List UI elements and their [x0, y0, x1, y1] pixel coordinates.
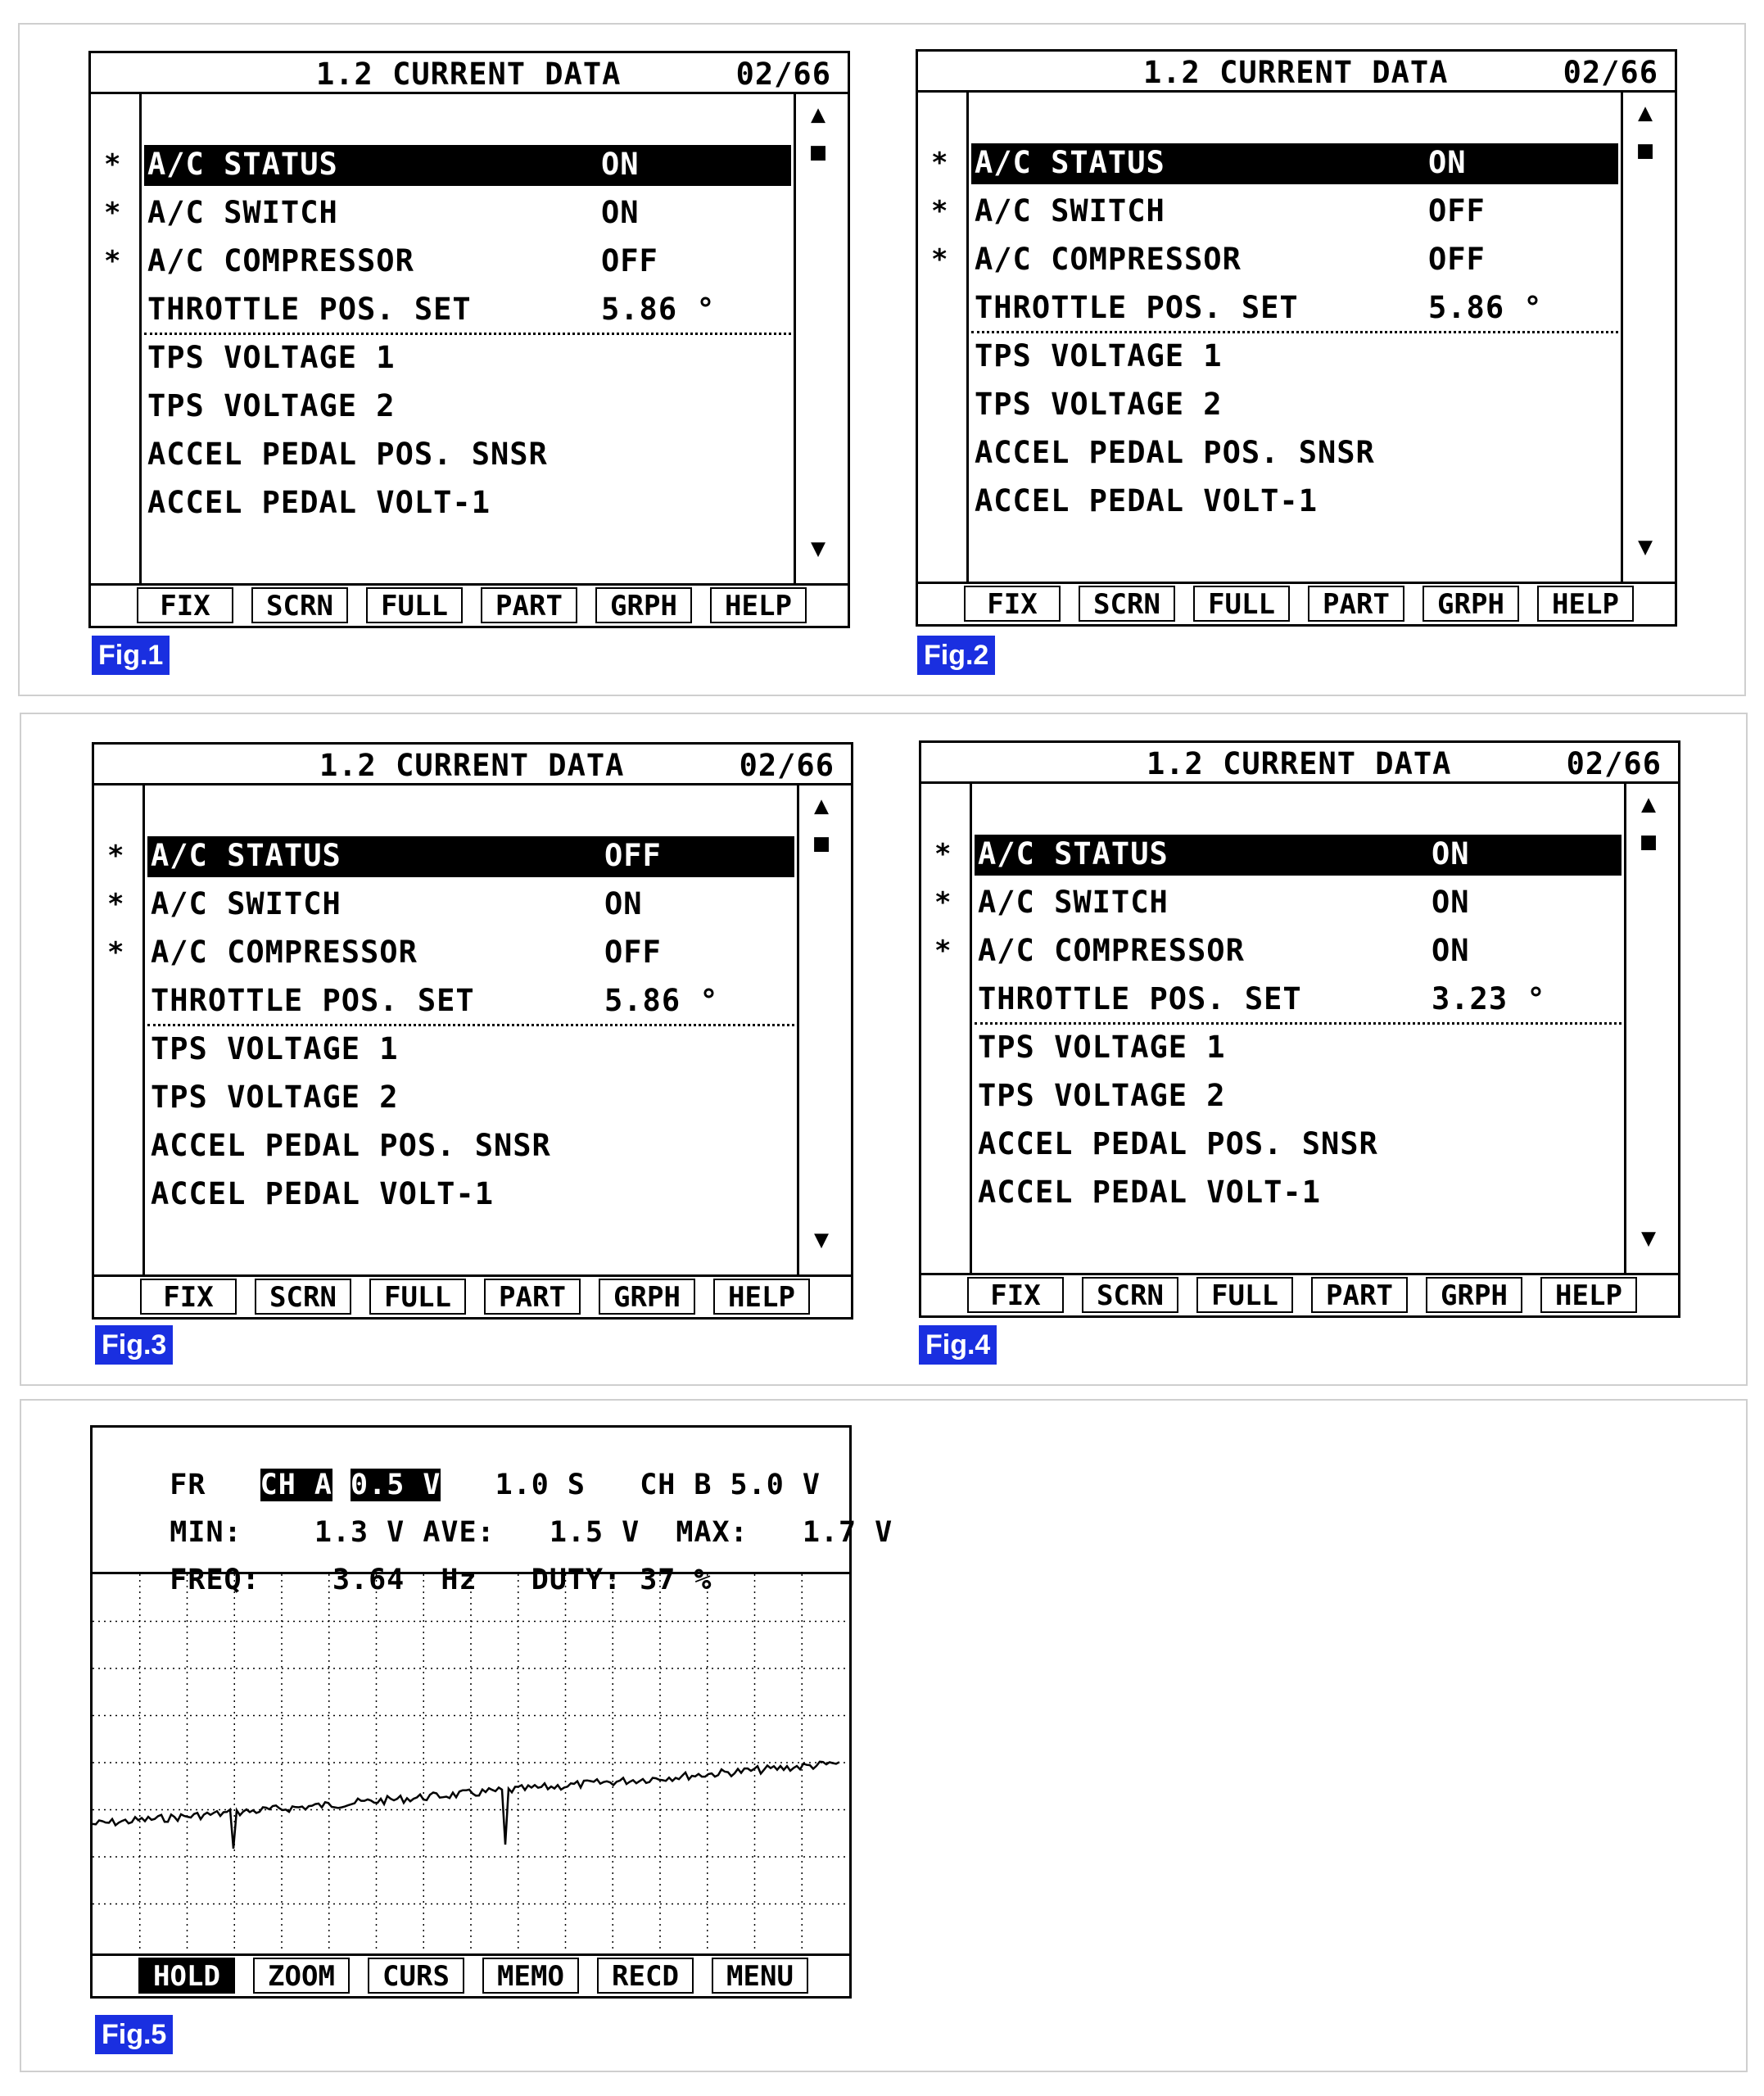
grph-button[interactable]: GRPH	[595, 587, 692, 623]
full-button[interactable]: FULL	[366, 587, 463, 623]
help-button[interactable]: HELP	[1537, 586, 1634, 622]
data-row-label: A/C STATUS	[147, 147, 338, 182]
data-row[interactable]	[975, 1076, 1622, 1117]
full-button[interactable]: FULL	[1196, 1277, 1293, 1313]
data-row[interactable]	[971, 385, 1618, 426]
data-row-label: A/C SWITCH	[147, 195, 338, 230]
data-row[interactable]	[147, 1078, 794, 1119]
data-row-label: A/C STATUS	[978, 836, 1169, 871]
data-row-label: TPS VOLTAGE 1	[147, 340, 396, 375]
fig4-tag: Fig.4	[919, 1325, 997, 1365]
scroll-up-icon[interactable]: ▲	[1638, 98, 1653, 127]
data-row[interactable]	[144, 435, 791, 476]
fixed-marker-icon: *	[931, 243, 948, 276]
data-row-value: ON	[1432, 885, 1470, 920]
data-row-value: ON	[1432, 836, 1470, 871]
data-row-label: ACCEL PEDAL POS. SNSR	[975, 435, 1375, 470]
data-row-value: ON	[1428, 145, 1467, 180]
scope-freq-label: FREQ:	[170, 1564, 260, 1596]
scope-grid	[93, 1574, 849, 1951]
screen-title-bar	[918, 52, 1675, 93]
full-button[interactable]: FULL	[1193, 586, 1290, 622]
scope-max-value: 1.7 V	[802, 1516, 893, 1549]
page-counter: 02/66	[1566, 746, 1662, 781]
data-row[interactable]	[147, 1126, 794, 1167]
data-row[interactable]	[147, 1030, 794, 1071]
fig2-tag: Fig.2	[917, 636, 995, 675]
data-row-label: ACCEL PEDAL VOLT-1	[975, 483, 1318, 518]
scope-ave-label: AVE:	[423, 1516, 495, 1549]
fixed-items-divider	[147, 1024, 794, 1026]
data-row[interactable]	[975, 1173, 1622, 1214]
data-row[interactable]	[147, 836, 794, 877]
data-row-label: TPS VOLTAGE 1	[975, 338, 1223, 373]
curs-button[interactable]: CURS	[368, 1958, 464, 1994]
memo-button[interactable]: MEMO	[482, 1958, 579, 1994]
scroll-down-icon[interactable]: ▼	[811, 534, 826, 563]
fixed-items-divider	[975, 1022, 1622, 1025]
data-row-value: 5.86 °	[604, 983, 719, 1018]
scope-button-bar	[93, 1953, 849, 1996]
fix-button[interactable]: FIX	[140, 1279, 237, 1315]
fixed-marker-icon: *	[107, 888, 124, 921]
scope-max-label: MAX:	[676, 1516, 749, 1549]
data-row[interactable]	[971, 482, 1618, 523]
scanner-screen-1	[88, 51, 850, 628]
data-row-value: ON	[1432, 933, 1470, 968]
screen-title: 1.2 CURRENT DATA	[1147, 746, 1452, 781]
data-row-value: ON	[601, 147, 640, 182]
scope-waveform-area	[93, 1572, 849, 1959]
data-row-label: TPS VOLTAGE 2	[975, 387, 1223, 422]
fixed-marker-icon: *	[104, 148, 121, 181]
scope-time-scale: 1.0 S	[495, 1469, 586, 1501]
data-row-label: TPS VOLTAGE 1	[978, 1030, 1226, 1065]
scope-duty-label: DUTY:	[531, 1564, 622, 1596]
fixed-items-divider	[971, 331, 1618, 333]
scrollbar[interactable]	[1621, 93, 1675, 582]
data-row[interactable]	[975, 835, 1622, 876]
data-row-label: ACCEL PEDAL VOLT-1	[151, 1176, 494, 1211]
scrollbar[interactable]	[794, 94, 848, 583]
function-button-bar	[921, 1273, 1678, 1315]
grph-button[interactable]: GRPH	[1423, 586, 1519, 622]
data-row-label: ACCEL PEDAL VOLT-1	[978, 1175, 1321, 1210]
data-row[interactable]	[147, 981, 794, 1022]
data-row[interactable]	[975, 883, 1622, 924]
help-button[interactable]: HELP	[1540, 1277, 1637, 1313]
function-button-bar	[94, 1274, 851, 1317]
data-row-label: THROTTLE POS. SET	[975, 290, 1299, 325]
data-row-label: TPS VOLTAGE 1	[151, 1031, 399, 1066]
fix-button[interactable]: FIX	[967, 1277, 1064, 1313]
data-row[interactable]	[144, 242, 791, 283]
full-button[interactable]: FULL	[369, 1279, 466, 1315]
help-button[interactable]: HELP	[710, 587, 807, 623]
data-row-label: THROTTLE POS. SET	[151, 983, 475, 1018]
scanner-screen-2	[916, 49, 1677, 627]
data-row-value: OFF	[601, 243, 658, 278]
data-row-label: THROTTLE POS. SET	[978, 981, 1302, 1016]
data-row-label: ACCEL PEDAL POS. SNSR	[147, 437, 548, 472]
scroll-down-icon[interactable]: ▼	[1641, 1224, 1657, 1252]
fixed-marker-icon: *	[104, 197, 121, 229]
data-row-value: OFF	[1428, 242, 1486, 277]
fig1-tag: Fig.1	[92, 636, 170, 675]
scroll-thumb-icon[interactable]: ■	[1638, 136, 1653, 165]
fig3-tag: Fig.3	[95, 1325, 173, 1365]
data-row[interactable]	[971, 192, 1618, 233]
screen-title-bar	[921, 743, 1678, 784]
page-counter: 02/66	[1563, 55, 1658, 90]
zoom-button[interactable]: ZOOM	[253, 1958, 350, 1994]
scope-ave-value: 1.5 V	[549, 1516, 640, 1549]
data-row-label: ACCEL PEDAL VOLT-1	[147, 485, 491, 520]
data-row[interactable]	[144, 483, 791, 524]
part-button[interactable]: PART	[1311, 1277, 1408, 1313]
data-row[interactable]	[144, 290, 791, 331]
page-counter: 02/66	[735, 57, 831, 92]
data-row[interactable]	[971, 433, 1618, 474]
data-row-label: TPS VOLTAGE 2	[151, 1080, 399, 1115]
data-row[interactable]	[971, 337, 1618, 378]
data-row-label: THROTTLE POS. SET	[147, 292, 472, 327]
scroll-down-icon[interactable]: ▼	[814, 1225, 830, 1254]
data-row-label: ACCEL PEDAL POS. SNSR	[151, 1128, 551, 1163]
fig5-tag: Fig.5	[95, 2015, 173, 2054]
data-row-label: A/C SWITCH	[151, 886, 341, 921]
fixed-marker-icon: *	[931, 195, 948, 228]
screen-title: 1.2 CURRENT DATA	[1143, 55, 1449, 90]
fixed-marker-icon: *	[107, 840, 124, 872]
fixed-marker-icon: *	[931, 147, 948, 179]
scope-min-label: MIN:	[170, 1516, 242, 1549]
data-row-label: A/C COMPRESSOR	[151, 935, 418, 970]
grph-button[interactable]: GRPH	[599, 1279, 695, 1315]
data-row-value: 5.86 °	[601, 292, 716, 327]
part-button[interactable]: PART	[481, 587, 577, 623]
scrollbar[interactable]	[797, 785, 851, 1274]
scope-min-value: 1.3 V	[314, 1516, 405, 1549]
scroll-up-icon[interactable]: ▲	[814, 791, 830, 820]
scroll-up-icon[interactable]: ▲	[1641, 790, 1657, 818]
data-row-label: TPS VOLTAGE 2	[147, 388, 396, 423]
scope-duty-value: 37 %	[640, 1564, 712, 1596]
function-button-bar	[918, 582, 1675, 624]
scope-channel-b: CH B 5.0 V	[640, 1469, 821, 1501]
part-button[interactable]: PART	[1308, 586, 1404, 622]
data-row-value: ON	[604, 886, 643, 921]
data-row[interactable]	[144, 145, 791, 186]
data-row[interactable]	[144, 193, 791, 234]
data-row[interactable]	[971, 240, 1618, 281]
data-row-value: OFF	[604, 935, 662, 970]
scope-freq-unit: Hz	[441, 1564, 477, 1596]
scroll-thumb-icon[interactable]: ■	[814, 829, 830, 858]
grph-button[interactable]: GRPH	[1426, 1277, 1522, 1313]
data-row[interactable]	[971, 143, 1618, 184]
data-row[interactable]	[144, 338, 791, 379]
scope-trace	[93, 1762, 839, 1849]
data-row[interactable]	[975, 931, 1622, 972]
scroll-up-icon[interactable]: ▲	[811, 100, 826, 129]
scope-channel-a-scale[interactable]: 0.5 V	[351, 1469, 441, 1501]
scroll-down-icon[interactable]: ▼	[1638, 532, 1653, 561]
data-row[interactable]	[975, 1028, 1622, 1069]
hold-button[interactable]: HOLD	[138, 1958, 235, 1994]
data-row[interactable]	[975, 980, 1622, 1021]
scrn-button[interactable]: SCRN	[1079, 586, 1175, 622]
data-row-value: OFF	[604, 838, 662, 873]
page-counter: 02/66	[739, 748, 835, 783]
fixed-marker-icon: *	[934, 935, 952, 967]
menu-button[interactable]: MENU	[712, 1958, 808, 1994]
data-row[interactable]	[144, 387, 791, 428]
data-row[interactable]	[971, 288, 1618, 329]
scanner-screen-4	[919, 740, 1680, 1318]
scope-channel-a[interactable]: CH A	[260, 1469, 332, 1501]
fixed-marker-icon: *	[104, 245, 121, 278]
fixed-items-divider	[144, 333, 791, 335]
fixed-marker-icon: *	[934, 838, 952, 871]
data-row-value: ON	[601, 195, 640, 230]
data-row-label: A/C SWITCH	[975, 193, 1165, 229]
fix-button[interactable]: FIX	[137, 587, 233, 623]
fix-button[interactable]: FIX	[964, 586, 1061, 622]
data-row[interactable]	[147, 933, 794, 974]
help-button[interactable]: HELP	[713, 1279, 810, 1315]
data-row-label: A/C COMPRESSOR	[978, 933, 1245, 968]
part-button[interactable]: PART	[484, 1279, 581, 1315]
data-row-label: A/C COMPRESSOR	[975, 242, 1242, 277]
data-row-label: A/C SWITCH	[978, 885, 1169, 920]
function-button-bar	[91, 583, 848, 626]
data-row-label: ACCEL PEDAL POS. SNSR	[978, 1126, 1378, 1161]
scrollbar[interactable]	[1624, 784, 1678, 1273]
data-row-value: 3.23 °	[1432, 981, 1546, 1016]
scope-screen	[90, 1425, 893, 1999]
screen-title: 1.2 CURRENT DATA	[319, 748, 625, 783]
data-row-label: A/C COMPRESSOR	[147, 243, 414, 278]
data-row-label: TPS VOLTAGE 2	[978, 1078, 1226, 1113]
recd-button[interactable]: RECD	[597, 1958, 694, 1994]
data-row-label: A/C STATUS	[975, 145, 1165, 180]
data-row[interactable]	[147, 1175, 794, 1215]
data-row[interactable]	[147, 885, 794, 926]
scope-freq-value: 3.64	[332, 1564, 405, 1596]
fixed-marker-icon: *	[107, 936, 124, 969]
scanner-screen-3	[92, 742, 853, 1320]
screen-title: 1.2 CURRENT DATA	[316, 57, 622, 92]
screen-title-bar	[91, 53, 848, 94]
data-row-value: 5.86 °	[1428, 290, 1543, 325]
scope-fr-label: FR	[170, 1469, 206, 1501]
data-row-value: OFF	[1428, 193, 1486, 229]
scroll-thumb-icon[interactable]: ■	[1641, 827, 1657, 856]
scrn-button[interactable]: SCRN	[251, 587, 348, 623]
screen-title-bar	[94, 745, 851, 785]
data-row-label: A/C STATUS	[151, 838, 341, 873]
data-row[interactable]	[975, 1125, 1622, 1166]
scrn-button[interactable]: SCRN	[255, 1279, 351, 1315]
fixed-marker-icon: *	[934, 886, 952, 919]
scroll-thumb-icon[interactable]: ■	[811, 138, 826, 166]
scrn-button[interactable]: SCRN	[1082, 1277, 1178, 1313]
